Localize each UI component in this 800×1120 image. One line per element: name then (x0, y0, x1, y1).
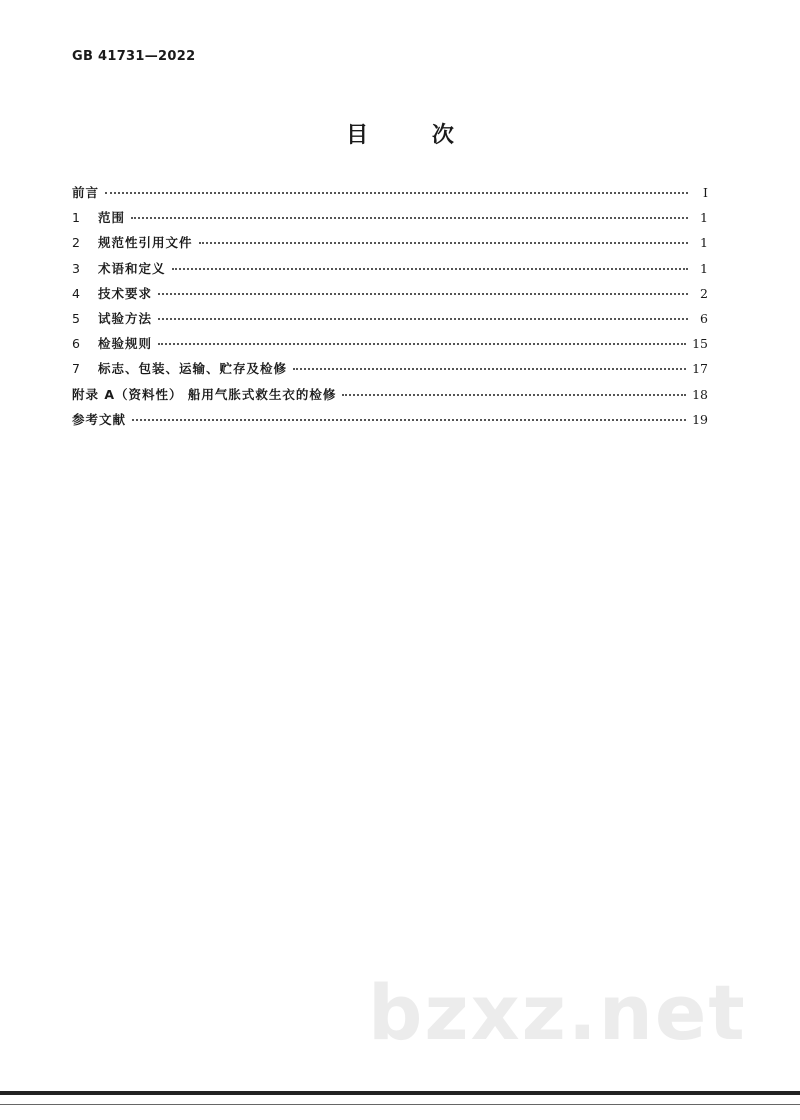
toc-entry-page: 17 (692, 361, 708, 377)
watermark: bzxz.net (368, 968, 747, 1057)
toc-leader-dots (172, 268, 688, 270)
toc-entry-test-methods[interactable] (72, 309, 708, 334)
toc-entry-normative-references[interactable] (72, 233, 708, 258)
toc-entry-number: 6 (72, 336, 80, 352)
toc-entry-number: 7 (72, 361, 80, 377)
toc-entry-text: 术语和定义 (98, 260, 166, 276)
toc-entry-page: 1 (700, 210, 708, 226)
toc-entry-bibliography[interactable] (72, 410, 708, 435)
toc-leader-dots (199, 242, 688, 244)
toc-entry-page: 6 (700, 310, 708, 326)
toc-entry-page: 19 (692, 411, 708, 427)
toc-entry-number: 3 (72, 260, 80, 276)
table-of-contents (72, 183, 708, 435)
toc-leader-dots (158, 343, 686, 345)
bottom-rule-thin (0, 1104, 800, 1105)
toc-entry-marking-packaging[interactable] (72, 359, 708, 384)
toc-leader-dots (158, 318, 688, 320)
toc-entry-page: 18 (692, 386, 708, 402)
toc-entry-technical-requirements[interactable] (72, 284, 708, 309)
toc-entry-inspection-rules[interactable] (72, 334, 708, 359)
toc-entry-page: 15 (692, 336, 708, 352)
bottom-rule (0, 1091, 800, 1095)
toc-entry-text: 范围 (98, 210, 126, 226)
toc-entry-page: 1 (700, 235, 708, 251)
toc-entry-text: 规范性引用文件 (98, 235, 193, 251)
toc-entry-text: 试验方法 (98, 310, 153, 326)
toc-entry-number: 2 (72, 235, 80, 251)
toc-entry-terms-definitions[interactable] (72, 259, 708, 284)
toc-entry-page: 1 (700, 260, 708, 276)
toc-leader-dots (293, 368, 686, 370)
toc-leader-dots (342, 394, 686, 396)
toc-leader-dots (105, 192, 688, 194)
toc-entry-page: I (703, 185, 708, 200)
toc-entry-number: 4 (72, 285, 80, 301)
toc-leader-dots (131, 217, 688, 219)
toc-title: 目 次 (346, 123, 482, 148)
toc-entry-text: 附录 A（资料性） 船用气胀式救生衣的检修 (72, 386, 337, 402)
toc-entry-text: 标志、包装、运输、贮存及检修 (98, 361, 288, 377)
toc-entry-foreword[interactable] (72, 183, 708, 208)
toc-leader-dots (158, 293, 688, 295)
toc-entry-annex-a[interactable] (72, 385, 708, 410)
toc-entry-number: 5 (72, 310, 80, 326)
toc-entry-scope[interactable] (72, 208, 708, 233)
toc-entry-page: 2 (700, 285, 708, 301)
toc-entry-number: 1 (72, 210, 80, 226)
toc-entry-text: 技术要求 (98, 285, 153, 301)
toc-entry-text: 前言 (72, 185, 100, 200)
toc-entry-text: 参考文献 (72, 411, 127, 427)
toc-leader-dots (132, 419, 686, 421)
toc-entry-text: 检验规则 (98, 336, 153, 352)
standard-number: GB 41731—2022 (72, 49, 196, 64)
